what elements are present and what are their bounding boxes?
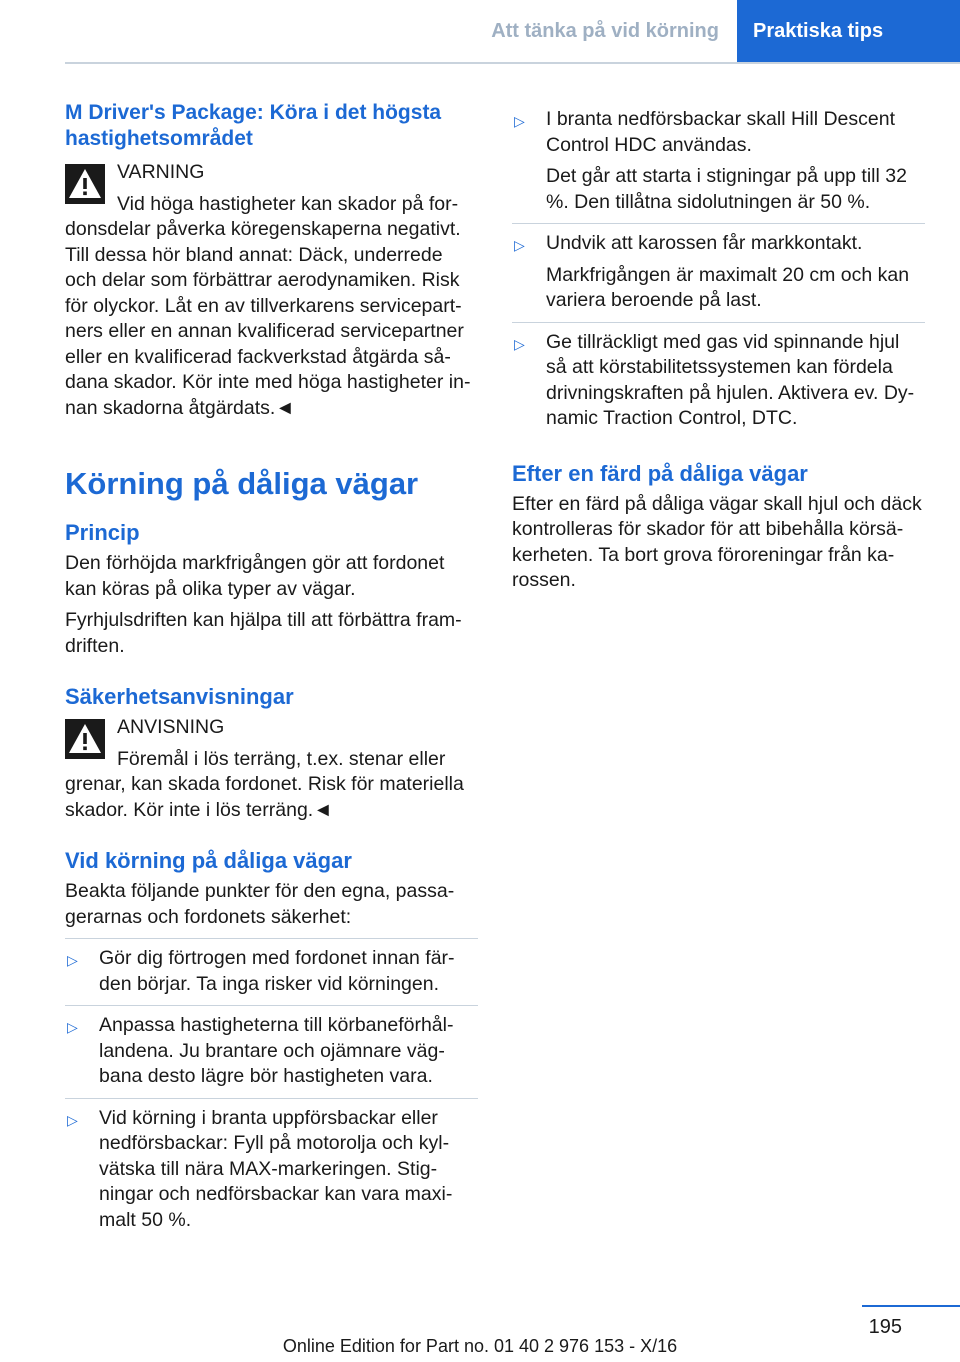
- driving-heading: Vid körning på dåliga vägar: [65, 848, 352, 873]
- list-item: [512, 323, 925, 440]
- princip-paragraph-1: Den förhöjda markfrigången gör att fordonet kan köras på olika typer av vägar.: [65, 552, 445, 600]
- list-item-text: Ge tillräckligt med gas vid spinnande hjul så att körstabilitetssystemen kan fördela drivningskraften på hjulen. Aktivera ev. Dynamic Traction Control, DTC.: [546, 330, 915, 429]
- warning-triangle-icon: [65, 719, 105, 759]
- triangle-right-icon: ▷: [514, 113, 525, 129]
- list-item: [65, 1099, 478, 1242]
- list-item-subtext: Markfrigången är maximalt 20 cm och kan variera beroende på last.: [546, 263, 910, 311]
- triangle-right-icon: ▷: [67, 1111, 78, 1128]
- after-heading: Efter en färd på dåliga vägar: [512, 460, 808, 486]
- list-item-text: Gör dig förtrogen med fordonet innan färden börjar. Ta inga risker vid körningen.: [99, 947, 455, 995]
- edition-footer: Online Edition for Part no. 01 40 2 976 153 - X/16: [282, 1336, 678, 1356]
- tab-praktiska-tips[interactable]: Praktiska tips: [737, 0, 960, 62]
- warning-triangle-icon: [65, 164, 105, 204]
- chapter-title: Körning på dåliga vägar: [65, 466, 419, 501]
- driving-intro: Beakta följande punkter för den egna, passagerarnas och fordonets säkerhet:: [65, 880, 455, 928]
- list-item-text: I branta nedförsbackar skall Hill Descent Control HDC användas.: [546, 108, 895, 156]
- notice-title: ANVISNING: [117, 716, 225, 738]
- list-item-text: Anpassa hastigheterna till körbaneförhållandena. Ju brantare och ojämnare vägbana desto lägre bör hastigheten vara.: [99, 1014, 454, 1087]
- notice-text: Föremål i lös terräng, t.ex. stenar eller grenar, kan skada fordonet. Risk för materiella skador. Kör inte i lös terräng.◄: [65, 747, 464, 821]
- list-item-text: Undvik att karossen får markkontakt.: [546, 232, 863, 254]
- triangle-right-icon: ▷: [67, 952, 78, 968]
- triangle-right-icon: ▷: [514, 335, 525, 352]
- list-item: [65, 1006, 478, 1099]
- right-bullet-list: [512, 100, 925, 440]
- left-column: [65, 100, 478, 1241]
- triangle-right-icon: ▷: [514, 237, 525, 253]
- list-item: [512, 100, 925, 224]
- princip-heading: Princip: [65, 520, 140, 545]
- notice-box: [65, 715, 478, 823]
- list-item-text: Vid körning i branta uppförsbackar eller nedförsbackar: Fyll på motorolja och kylvätska till nära MAX-markeringen. Stigningar och nedförsbackar kan vara maximalt 50 %.: [99, 1106, 453, 1231]
- page-number: 195: [868, 1316, 902, 1338]
- warning-text: Vid höga hastigheter kan skador på fordonsdelar påverka köregenskaperna negativt. Till dessa hör bland annat: Däck, underrede och delar som förbättrar aerodynamiken. Risk för olyckor. Låt en av tillverkarens servicepartners eller en annan kvalificerad servicepartner eller en kvalificerad fackverkstad åtgärda sådana skador. Kör inte med höga hastigheter innan skadorna åtgärdats.◄: [65, 192, 471, 419]
- driving-bullet-list: [65, 938, 478, 1241]
- safety-heading: Säkerhetsanvisningar: [65, 684, 294, 709]
- triangle-right-icon: ▷: [67, 1019, 78, 1035]
- list-item: [512, 224, 925, 323]
- m-package-heading: M Driver's Package: Köra i det högsta hastighetsområdet: [65, 101, 442, 150]
- princip-paragraph-2: Fyrhjulsdriften kan hjälpa till att förbättra framdriften.: [65, 609, 462, 657]
- after-paragraph: Efter en färd på dåliga vägar skall hjul och däck kontrolleras för skador för att bibehålla körsäkerheten. Ta bort grova föroreningar från karossen.: [512, 492, 922, 591]
- warning-title: VARNING: [117, 161, 205, 183]
- footer-rule: [862, 1305, 960, 1307]
- right-column: [512, 100, 925, 600]
- warning-box: [65, 160, 478, 421]
- list-item: [65, 939, 478, 1006]
- section-breadcrumb[interactable]: Att tänka på vid körning: [491, 19, 719, 42]
- list-item-subtext: Det går att starta i stigningar på upp till 32 %. Den tillåtna sidolutningen är 50 %.: [546, 165, 907, 213]
